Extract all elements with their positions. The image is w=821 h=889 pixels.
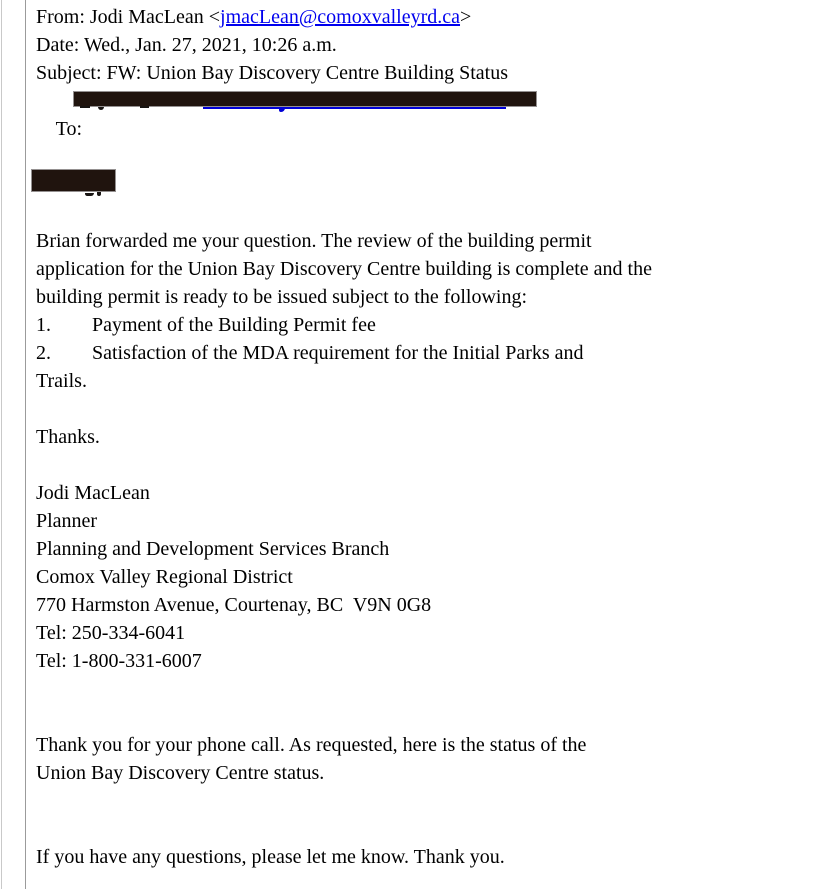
signature-tel-2: Tel: 1-800-331-6007: [36, 650, 202, 672]
signature-tel-1: Tel: 250-334-6041: [36, 622, 186, 644]
list-item-2-marker: 2.: [36, 342, 51, 364]
redacted-text-fragment: [80, 106, 90, 108]
thanks-line: Thanks.: [36, 426, 100, 448]
from-suffix: >: [460, 6, 472, 28]
redacted-text-fragment: [279, 108, 285, 112]
redacted-greeting-name-bar: [31, 169, 116, 192]
redacted-text-fragment: [98, 107, 104, 110]
paragraph3-line1: If you have any questions, please let me know. Thank you.: [36, 846, 505, 868]
redacted-recipient-bar: [73, 91, 537, 107]
quote-indent-line: [25, 0, 26, 889]
list-item-2-continuation: Trails.: [36, 370, 87, 392]
list-item-2-text: Satisfaction of the MDA requirement for the Initial Parks and: [92, 342, 584, 364]
paragraph1-line1: Brian forwarded me your question. The review of the building permit: [36, 230, 592, 252]
paragraph2-line2: Union Bay Discovery Centre status.: [36, 762, 325, 784]
to-line: [36, 87, 815, 140]
signature-name: Jodi MacLean: [36, 482, 150, 504]
recipient-link-underline: [203, 107, 506, 109]
signature-address: 770 Harmston Avenue, Courtenay, BC V9N 0G8: [36, 594, 432, 616]
signature-branch: Planning and Development Services Branch: [36, 538, 390, 560]
redacted-text-fragment: [97, 192, 101, 196]
from-line: [36, 3, 815, 31]
redacted-text-fragment: [140, 106, 149, 108]
paragraph1-line2: application for the Union Bay Discovery Centre building is complete and the: [36, 258, 652, 280]
redacted-text-fragment: [85, 193, 94, 196]
signature-title: Planner: [36, 510, 98, 532]
list-item-1-marker: 1.: [36, 314, 51, 336]
subject-line: Subject: FW: Union Bay Discovery Centre Building Status: [36, 62, 508, 84]
paragraph1-line3: building permit is ready to be issued subject to the following:: [36, 286, 528, 308]
list-item-1: [36, 311, 815, 339]
page-left-edge-line: [1, 0, 2, 889]
to-label: To:: [55, 118, 88, 140]
list-item-1-text: Payment of the Building Permit fee: [92, 314, 376, 336]
sender-email-link[interactable]: jmacLean@comoxvalleyrd.ca: [220, 6, 461, 28]
signature-organization: Comox Valley Regional District: [36, 566, 293, 588]
paragraph2-line1: Thank you for your phone call. As requested, here is the status of the: [36, 734, 587, 756]
date-line: Date: Wed., Jan. 27, 2021, 10:26 a.m.: [36, 34, 337, 56]
greeting-line: [36, 171, 815, 199]
email-body: [36, 3, 815, 871]
list-item-2: [36, 339, 815, 367]
from-label: From: Jodi MacLean <: [36, 6, 221, 28]
